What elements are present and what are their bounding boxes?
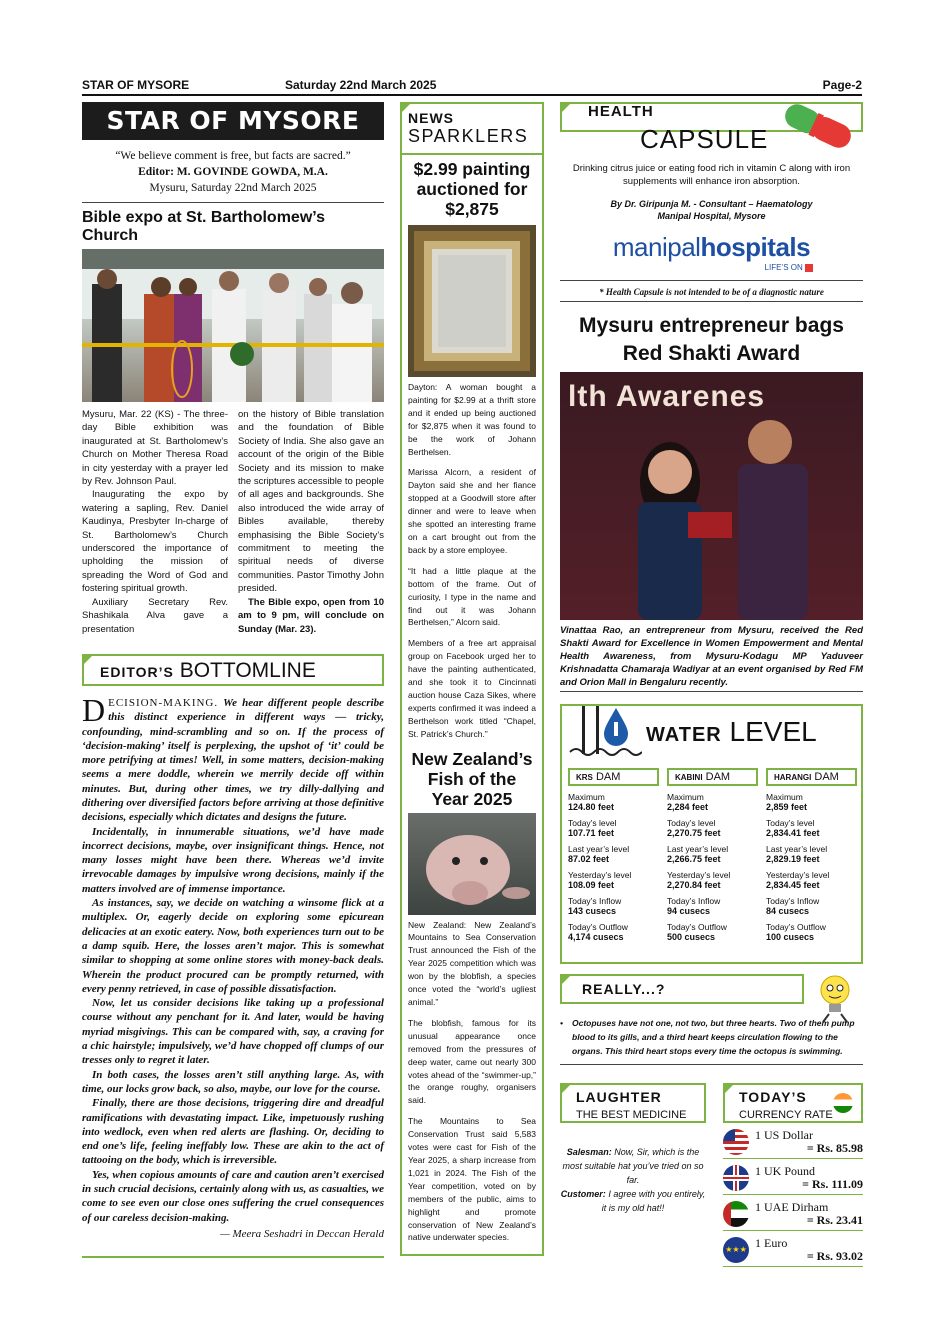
speaker: Customer: [560, 1189, 606, 1199]
news-sparklers-box [400, 102, 544, 1256]
header-rule [82, 94, 862, 96]
dam-value: 500 cusecs [667, 932, 716, 942]
really-fact: • Octopuses have not one, not two, but three hearts. Two of them pump blood to its gills, and a third heart keeps circulation flowing to the organs. This third heart stops every time the octopus is swimming. [560, 1016, 863, 1058]
bottomline-label: BOTTOMLINE [179, 658, 316, 682]
editorial-text [82, 691, 384, 1241]
health-tip: Drinking citrus juice or eating food rich in vitamin C along with iron supplements will enhance iron absorption. [572, 163, 851, 187]
health-author [560, 198, 863, 222]
row-label: Today’s level [667, 818, 716, 828]
corner-notch [560, 102, 572, 114]
row-label: Yesterday’s level [667, 870, 731, 880]
dam-value: 2,270.84 feet [667, 880, 721, 890]
currency-row [723, 1129, 863, 1159]
water-level-title [646, 716, 817, 748]
divider [560, 691, 863, 692]
currency-sub: CURRENCY RATE [739, 1109, 833, 1121]
column-right [560, 102, 863, 1267]
dam-value: 2,284 feet [667, 802, 709, 812]
dam-value: 87.02 feet [568, 854, 610, 864]
fish-headline: New Zealand’s Fish of the Year 2025 [411, 748, 533, 809]
water-label: LEVEL [729, 716, 817, 747]
row-label: Today’s level [568, 818, 617, 828]
row-label: Maximum [667, 792, 704, 802]
bible-expo-para: Inaugurating the expo by watering a sapling, Rev. Daniel Kaudinya, Presbyter In-charge of St. Bartholomew’s Church underscored the importance of upholding the mission of spreading the Word of God and fostering spiritual growth. [82, 489, 228, 595]
row-label: Today’s Inflow [766, 896, 820, 906]
health-author-line: By Dr. Giripunja M. - Consultant – Haematology [610, 199, 813, 209]
currency-rate: = Rs. 111.09 [802, 1177, 863, 1191]
divider [402, 153, 542, 155]
dam-value: 4,174 cusecs [568, 932, 624, 942]
joke [560, 1145, 706, 1215]
bible-expo-para: Mysuru, Mar. 22 (KS) - The three-day Bible exhibition was inaugurated at St. Bartholomew’s Church on Mother Theresa Road in city yesterday with a prayer led by Rev. Johnson Paul. [82, 409, 228, 488]
currency-rate: = Rs. 93.02 [806, 1249, 863, 1263]
really-section [560, 974, 863, 1004]
bible-expo-headline: Bible expo at St. Bartholomew’s Church [82, 209, 326, 244]
bottom-rule [82, 1256, 384, 1258]
currency-rate: = Rs. 23.41 [806, 1213, 863, 1227]
divider [560, 280, 863, 281]
page-number: Page-2 [822, 78, 862, 92]
logo-tag-text: LIFE’S ON [764, 263, 803, 272]
dam-value: 2,834.45 feet [766, 880, 820, 890]
logo-part: hospitals [700, 232, 811, 262]
award-caption: Vinattaa Rao, an entrepreneur from Mysuru, received the Red Shakti Award for Excellence in Women Empowerment and Mental Health Awareness, from Mysuru-Kodagu MP Yaduveer Krishnadatta Chamaraja Wadiyar at an event organised by Red FM and Orion Mall in Bengaluru recently. [560, 625, 863, 688]
manipal-logo [560, 232, 863, 263]
health-label: HEALTH [588, 103, 654, 120]
page-header [82, 78, 862, 94]
dam-harangi [766, 768, 857, 942]
health-author-line: Manipal Hospital, Mysore [657, 211, 766, 221]
health-capsule-header [560, 102, 863, 154]
uk-flag-icon [723, 1165, 749, 1191]
dam-name [667, 768, 758, 786]
motto: “We believe comment is free, but facts are sacred.” [115, 150, 351, 162]
really-header [560, 974, 804, 1004]
editor-name: Editor: M. GOVINDE GOWDA, M.A. [138, 166, 328, 178]
divider [560, 1064, 863, 1065]
painting-story [408, 381, 536, 741]
row-label: Today’s Outflow [568, 922, 628, 932]
really-label: REALLY...? [582, 981, 666, 997]
dam-value: 108.09 feet [568, 880, 615, 890]
painting-para: Marissa Alcorn, a resident of Dayton said she and her fiance stopped at a Goodwill store after dinner and were to leave when she spotted an interesting frame on a cart brought out from the back by a store employee. [408, 467, 536, 555]
paper-name: STAR OF MYSORE [82, 78, 190, 92]
dam-value: 124.80 feet [568, 802, 615, 812]
fish-para: The Mountains to Sea Conservation Trust said 5,583 votes were cast for Fish of the Year 2025, a sharp increase from 1,021 in 2024. The Fish of the Year competition, voted on by members of the public, aims to highlight and promote conservation of New Zealand’s native underwater species. [408, 1116, 536, 1243]
corner-notch [560, 974, 572, 986]
capsule-pill-icon [777, 100, 859, 152]
award-scene [560, 372, 863, 620]
inauguration-scene [82, 249, 384, 402]
editorial-para: We hear different people describe this distinct experience in different ways — tricky, confounding, mind-scrambling and so on. If the process of ‘decision-making’ itself is perplexing, the upshot of ‘it’ could be more petrifying at times! Well, in some matters, decision-making seems a mere doddle, wherein we merrily decide off within minutes. But, during other times, we try dilly-dallying and dithering over diversified factors before arriving at those definitive decisions, especially which dictates and designs the future. [82, 696, 384, 824]
bottomline-header [82, 654, 384, 686]
corner-notch [82, 654, 94, 666]
dam-kabini [667, 768, 758, 942]
bible-expo-para: Auxiliary Secretary Rev. Shashikala Alva gave a presentation [82, 596, 228, 635]
row-label: Yesterday’s level [568, 870, 632, 880]
logo-tagline [560, 263, 813, 272]
water-drop-icon [568, 702, 642, 760]
news-sparklers-label: NEWS [408, 110, 454, 126]
lead-caps: ECISION-MAKING. [108, 696, 219, 709]
bible-expo-photo [82, 249, 384, 402]
bible-expo-closing: The Bible expo, open from 10 am to 9 pm, will conclude on Sunday (Mar. 23). [238, 596, 384, 635]
dam-value: 2,859 feet [766, 802, 808, 812]
currency-label: TODAY’S [739, 1089, 807, 1105]
column-middle [400, 102, 544, 1256]
editorial-para: In both cases, the losses aren’t still anything large. As, with time, our locks grow back, so also, maybe, our love for the course. [82, 1068, 384, 1095]
bible-expo-body [82, 408, 384, 636]
india-flag-icon [833, 1093, 853, 1113]
editorial-para: Now, let us consider decisions like taking up a professional course without any penchant for it. And later, would be having myriad misgivings. This can be compared with, say, a craving for a chic hairstyle; impulsively, we’d have chopped off clumps of our tresses only to regret it later. [82, 997, 384, 1067]
editorial-para: As instances, say, we decide on watching a winsome flick at a multiplex. Or, eagerly decide on exploring some epicurean delicacies at an exotic eatery. Now, both experiences turn out to be a damp squib. Here, the losses aren’t major. This is somewhat similar to shopping at some online stores with money-back deals. Wherein the product procured can be promptly returned, with every penny retrieved, in case of possible dissatisfaction. [82, 897, 384, 995]
fish-story [408, 919, 536, 1245]
painting-photo [408, 225, 536, 377]
award-headline: Mysuru entrepreneur bags Red Shakti Award [579, 314, 844, 365]
currency-section [723, 1083, 863, 1267]
currency-unit: 1 US Dollar [755, 1128, 813, 1142]
dam-value: 100 cusecs [766, 932, 815, 942]
dam-value: 84 cusecs [766, 906, 810, 916]
painting-para: “It had a little plaque at the bottom of the frame. Out of curiosity, I type in the name and find out it was Johann Berthelsen,” Alcorn said. [408, 565, 536, 628]
painting-headline: $2.99 painting auctioned for $2,875 [413, 159, 531, 219]
fish-para: The blobfish, famous for its unusual appearance once removed from the pressures of deep water, came out nearly 300 votes ahead of the “swimmer-up,” the orange roughy, organisers said. [408, 1017, 536, 1106]
plus-icon [805, 264, 813, 272]
capsule-label: CAPSULE [640, 124, 769, 154]
currency-header [723, 1083, 863, 1123]
editorial-byline: — Meera Seshadri in Deccan Herald [219, 1227, 384, 1240]
editorial-para: Finally, there are those decisions, triggering dire and dreadful ramifications with devastating impact. Like, impetuously rushing into wedlock, even when red alerts are flashing. Or, deciding to end one’s life, feeling ineffably low. These are akin to the act of tattooing on the body, which is irreversible. [82, 1097, 384, 1167]
dam-name-text: KRS [576, 773, 593, 782]
masthead: STAR OF MYSORE [82, 102, 384, 140]
divider [82, 202, 384, 203]
dam-suffix: DAM [705, 771, 731, 783]
fish-para: New Zealand: New Zealand’s Mountains to Sea Conservation Trust announced the Fish of the Year 2025 competition which was won by the blobfish, a species once voted the “world’s ugliest animal.” [408, 919, 536, 1007]
currency-unit: 1 Euro [755, 1236, 788, 1250]
row-label: Today’s Outflow [667, 922, 727, 932]
dam-name [568, 768, 659, 786]
dateline: Mysuru, Saturday 22nd March 2025 [149, 182, 317, 194]
dam-value: 2,270.75 feet [667, 828, 721, 838]
us-flag-icon [723, 1129, 749, 1155]
laughter-label: LAUGHTER [576, 1089, 662, 1105]
row-label: Today’s Inflow [568, 896, 622, 906]
corner-notch [560, 1083, 572, 1095]
bible-expo-para: on the history of Bible translation and the foundation of Bible Society of India. She also gave an account of the origin of the Bible Society and its mission to make the scriptures accessible to people of all ages and backgrounds. She also introduced the wide array of Bibles available, thereby emphasising the Bible Society’s commitment to meeting the spiritual needs of diverse communities. Pastor Timothy John presided. [238, 409, 384, 595]
row-label: Today’s level [766, 818, 815, 828]
corner-notch [723, 1083, 735, 1095]
dam-name-text: KABINI [675, 773, 703, 782]
framed-painting [408, 225, 536, 377]
currency-row [723, 1165, 863, 1195]
dam-value: 2,834.41 feet [766, 828, 820, 838]
column-left [82, 102, 384, 1241]
row-label: Today’s Outflow [766, 922, 826, 932]
dam-value: 94 cusecs [667, 906, 711, 916]
corner-notch [400, 102, 412, 114]
water-label-bold: WATER [646, 724, 722, 746]
dam-value: 2,266.75 feet [667, 854, 721, 864]
editorial-para: Yes, when copious amounts of care and caution aren’t exercised in such crucial decisions, certainly along with us, as casualties, we come to see even our close ones suffering the cruel consequences of our careless decision-making. [82, 1168, 384, 1224]
row-label: Last year’s level [568, 844, 630, 854]
currency-row [723, 1201, 863, 1231]
joke-line: I agree with you entirely, it is my old hat!! [601, 1189, 706, 1213]
painting-para: Dayton: A woman bought a painting for $2.99 at a thrift store and it ended up being auctioned for $2,875 when it was found to be the work of Johann Berthelsen. [408, 382, 536, 457]
row-label: Last year’s level [766, 844, 828, 854]
currency-unit: 1 UAE Dirham [755, 1200, 829, 1214]
dam-name [766, 768, 857, 786]
award-photo [560, 372, 863, 620]
dam-krs [568, 768, 659, 942]
bottomline-label-bold: EDITOR’S [100, 663, 174, 680]
blobfish-photo [408, 813, 536, 915]
painting-para: Members of a free art appraisal group on Facebook urged her to have the painting authenticated, and she took it to Cincinnati auction house Caza Sikes, where experts confirmed it was indeed a Berthelson work titled “Chapel, St. Patrick’s Church.” [408, 638, 536, 739]
row-label: Yesterday’s level [766, 870, 830, 880]
row-label: Maximum [766, 792, 803, 802]
dam-value: 107.71 feet [568, 828, 615, 838]
divider [560, 301, 863, 302]
news-sparklers-sub: SPARKLERS [408, 126, 529, 146]
dam-suffix: DAM [595, 771, 621, 783]
health-disclaimer: * Health Capsule is not intended to be of a diagnostic nature [599, 287, 824, 297]
currency-row [723, 1237, 863, 1267]
joke-line: Now, Sir, which is the most suitable hat you’ve tried on so far. [562, 1147, 704, 1185]
water-level-box [560, 704, 863, 964]
dam-name-text: HARANGI [774, 773, 812, 782]
uae-flag-icon [723, 1201, 749, 1227]
currency-unit: 1 UK Pound [755, 1164, 816, 1178]
dam-table [568, 768, 857, 942]
row-label: Today’s Inflow [667, 896, 721, 906]
speaker: Salesman: [566, 1147, 612, 1157]
laughter-section [560, 1083, 706, 1267]
laughter-header [560, 1083, 706, 1123]
currency-rate: = Rs. 85.98 [806, 1141, 863, 1155]
blobfish-icon [408, 813, 536, 915]
row-label: Last year’s level [667, 844, 729, 854]
logo-part: manipal [612, 232, 701, 262]
issue-date: Saturday 22nd March 2025 [285, 78, 437, 92]
editorial-para: Incidentally, in innumerable situations, we’d have made incorrect decisions, maybe, over insignificant things. Hence, not many losses might have been there. Whereas we’d invite irrevocable damages by impulsive wrong decisions, mainly if the matters involved are of immense importance. [82, 825, 384, 895]
dam-value: 143 cusecs [568, 906, 617, 916]
dam-value: 2,829.19 feet [766, 854, 820, 864]
dam-suffix: DAM [814, 771, 839, 783]
banner-text: lth Awarenes [568, 380, 766, 413]
bottom-row [560, 1083, 863, 1267]
drop-cap: D [82, 691, 106, 728]
row-label: Maximum [568, 792, 605, 802]
laughter-sub: THE BEST MEDICINE [576, 1109, 687, 1121]
eu-flag-icon: ★★★ [723, 1237, 749, 1263]
editor-block [82, 148, 384, 196]
